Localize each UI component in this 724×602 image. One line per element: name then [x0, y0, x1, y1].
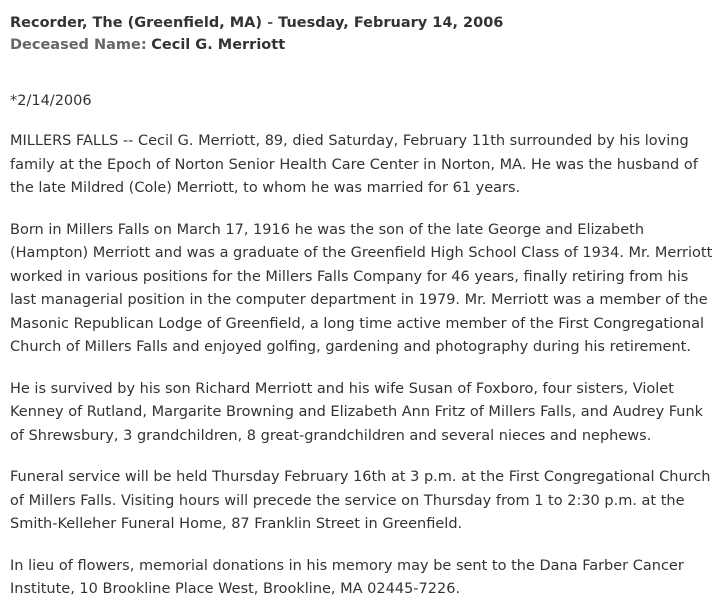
article-paragraph-5: In lieu of flowers, memorial donations in his memory may be sent to the Dana Farber Cancer Institute, 10 Brookline Place West, Brookline, MA 02445-7226.: [10, 557, 684, 597]
publication-source: Recorder, The (Greenfield, MA): [10, 15, 263, 31]
article-paragraph-2: Born in Millers Falls on March 17, 1916 he was the son of the late George and Elizabeth (Hampton) Merriott and was a graduate of the Greenfield High School Class of 1934. Mr. Merriott worked in various positions for the Millers Falls Company for 46 years, finally retiring from his last managerial position in the computer department in 1979. Mr. Merriott was a member of the Masonic Republican Lodge of Greenfield, a long time active member of the First Congregational Church of Millers Falls and enjoyed golfing, gardening and photography during his retirement.: [10, 221, 713, 355]
deceased-name-label: Deceased Name:: [10, 37, 147, 53]
deceased-name-value: Cecil G. Merriott: [151, 37, 286, 53]
article-paragraph-3: He is survived by his son Richard Merriott and his wife Susan of Foxboro, four sisters, Violet Kenney of Rutland, Margarite Browning and Elizabeth Ann Fritz of Millers Falls, and Audrey Funk of Shrewsbury, 3 grandchildren, 8 great-grandchildren and several nieces and nephews.: [10, 380, 704, 444]
header-separator: -: [262, 15, 279, 31]
article-paragraph-1: MILLERS FALLS -- Cecil G. Merriott, 89, died Saturday, February 11th surrounded by his loving family at the Epoch of Norton Senior Health Care Center in Norton, MA. He was the husband of the late Mildred (Cole) Merriott, to whom he was married for 61 years.: [10, 133, 698, 196]
publication-header: [10, 12, 714, 34]
article-dateline: *2/14/2006: [10, 93, 92, 109]
publication-date: Tuesday, February 14, 2006: [278, 15, 504, 31]
deceased-name-line: [10, 34, 714, 56]
article-paragraph-4: Funeral service will be held Thursday February 16th at 3 p.m. at the First Congregational Church of Millers Falls. Visiting hours will precede the service on Thursday from 1 to 2:30 p.m. at the Smith-Kelleher Funeral Home, 87 Franklin Street in Greenfield.: [10, 469, 711, 532]
